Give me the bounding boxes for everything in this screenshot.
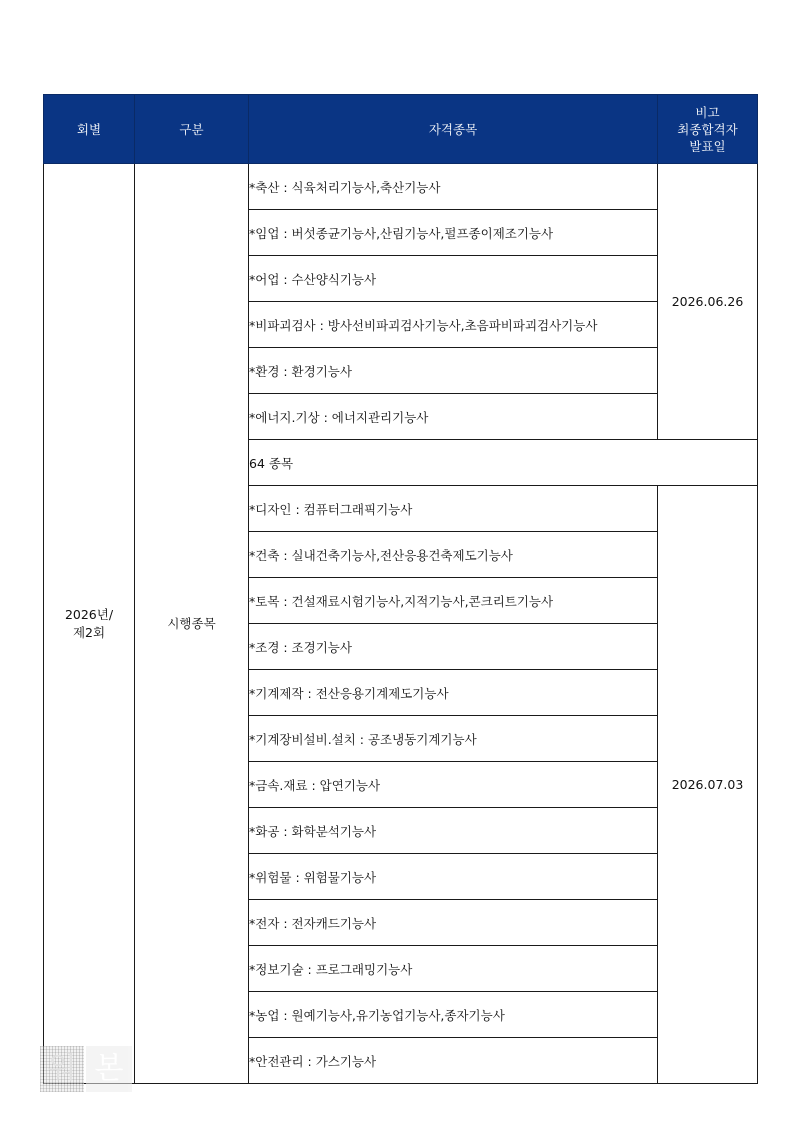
header-remarks	[658, 95, 758, 164]
item-cell: *안전관리 : 가스기능사	[249, 1038, 658, 1084]
header-type: 구분	[135, 95, 249, 164]
item-cell: *정보기술 : 프로그래밍기능사	[249, 946, 658, 992]
round-label-session: 제2회	[72, 624, 106, 640]
item-cell: *조경 : 조경기능사	[249, 624, 658, 670]
header-remarks-line3: 발표일	[689, 138, 726, 154]
item-cell: *토목 : 건설재료시험기능사,지적기능사,콘크리트기능사	[249, 578, 658, 624]
round-label-year: 2026년/	[64, 606, 114, 622]
round-cell	[44, 164, 135, 1084]
announce-date-cell: 2026.06.26	[658, 164, 758, 440]
header-remarks-line1: 비고	[695, 104, 720, 120]
header-row	[44, 95, 758, 164]
item-cell: *농업 : 원예기능사,유기농업기능사,종자기능사	[249, 992, 658, 1038]
total-count-cell: 64 종목	[249, 440, 758, 486]
exam-schedule-table	[43, 94, 758, 1084]
announce-date-cell: 2026.07.03	[658, 486, 758, 1084]
header-remarks-line2: 최종합격자	[677, 121, 738, 137]
item-cell: *축산 : 식육처리기능사,축산기능사	[249, 164, 658, 210]
watermark-glyph-1: 워	[40, 1046, 84, 1092]
header-items: 자격종목	[249, 95, 658, 164]
item-cell: *디자인 : 컴퓨터그래픽기능사	[249, 486, 658, 532]
item-cell: *환경 : 환경기능사	[249, 348, 658, 394]
item-cell: *전자 : 전자캐드기능사	[249, 900, 658, 946]
item-cell: *화공 : 화학분석기능사	[249, 808, 658, 854]
item-cell: *에너지.기상 : 에너지관리기능사	[249, 394, 658, 440]
watermark-stamp	[40, 1046, 132, 1092]
item-cell: *비파괴검사 : 방사선비파괴검사기능사,초음파비파괴검사기능사	[249, 302, 658, 348]
item-cell: *건축 : 실내건축기능사,전산응용건축제도기능사	[249, 532, 658, 578]
item-cell: *임업 : 버섯종균기능사,산림기능사,펄프종이제조기능사	[249, 210, 658, 256]
table-row	[44, 164, 758, 210]
header-round: 회별	[44, 95, 135, 164]
watermark-glyph-2: 본	[86, 1046, 132, 1092]
type-cell: 시행종목	[135, 164, 249, 1084]
item-cell: *기계장비설비.설치 : 공조냉동기계기능사	[249, 716, 658, 762]
item-cell: *금속.재료 : 압연기능사	[249, 762, 658, 808]
item-cell: *기계제작 : 전산응용기계제도기능사	[249, 670, 658, 716]
item-cell: *위험물 : 위험물기능사	[249, 854, 658, 900]
item-cell: *어업 : 수산양식기능사	[249, 256, 658, 302]
